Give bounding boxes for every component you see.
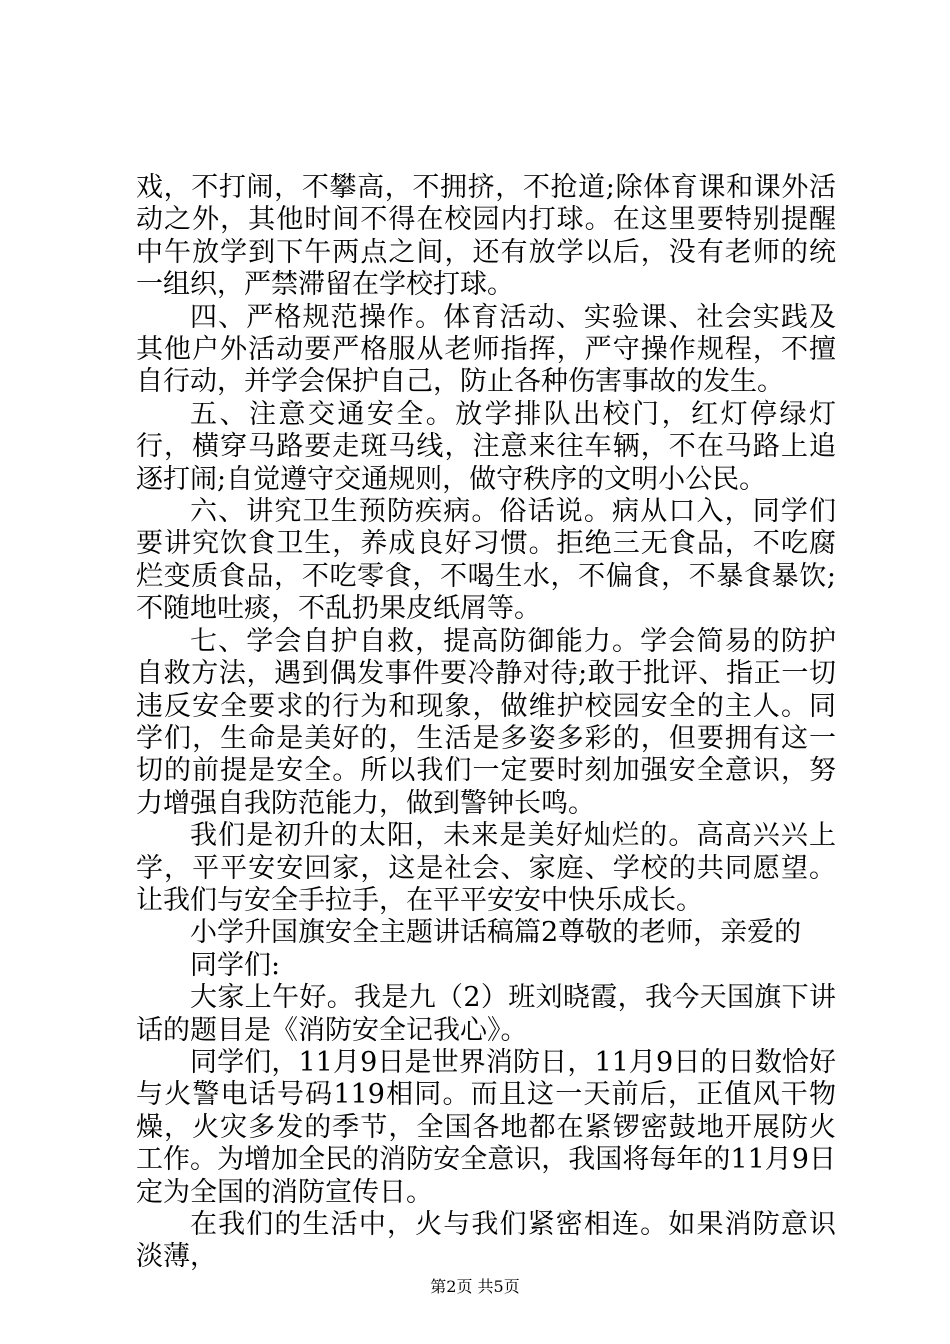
paragraph-item-seven: 七、学会自护自救，提高防御能力。学会简易的防护自救方法，遇到偶发事件要冷静对待;敢于批评、指正一切违反安全要求的行为和现象，做维护校园安全的主人。同学们，生命是美好的，生活是多姿多彩的，但要拥有这一切的前提是安全。所以我们一定要时刻加强安全意识，努力增强自我防范能力，做到警钟长鸣。 — [136, 625, 836, 819]
paragraph-greeting: 大家上午好。我是九（2）班刘晓霞，我今天国旗下讲话的题目是《消防安全记我心》。 — [136, 982, 836, 1046]
paragraph-fire-day: 同学们，11月9日是世界消防日，11月9日的日数恰好与火警电话号码119相同。而且这一天前后，正值风干物燥，火灾多发的季节，全国各地都在紧锣密鼓地开展防火工作。为增加全民的消防安全意识，我国将每年的11月9日定为全国的消防宣传日。 — [136, 1046, 836, 1208]
paragraph-salutation: 同学们: — [190, 949, 281, 981]
paragraph-item-four: 四、严格规范操作。体育活动、实验课、社会实践及其他户外活动要严格服从老师指挥，严守操作规程，不擅自行动，并学会保护自己，防止各种伤害事故的发生。 — [136, 301, 836, 398]
paragraph-item-six: 六、讲究卫生预防疾病。俗话说。病从口入，同学们要讲究饮食卫生，养成良好习惯。拒绝三无食品，不吃腐烂变质食品，不吃零食，不喝生水，不偏食，不暴食暴饮;不随地吐痰，不乱扔果皮纸屑等。 — [136, 496, 836, 625]
document-body — [136, 172, 836, 1274]
paragraph-fire-life: 在我们的生活中，火与我们紧密相连。如果消防意识淡薄， — [136, 1209, 836, 1273]
paragraph-continued: 戏，不打闹，不攀高，不拥挤，不抢道;除体育课和课外活动之外，其他时间不得在校园内打球。在这里要特别提醒中午放学到下午两点之间，还有放学以后，没有老师的统一组织，严禁滞留在学校打球。 — [136, 172, 836, 301]
paragraph-speech-title: 小学升国旗安全主题讲话稿篇2尊敬的老师，亲爱的 — [190, 917, 802, 949]
paragraph-closing: 我们是初升的太阳，未来是美好灿烂的。高高兴兴上学，平平安安回家，这是社会、家庭、学校的共同愿望。让我们与安全手拉手，在平平安安中快乐成长。 — [136, 820, 836, 916]
paragraph-item-five: 五、注意交通安全。放学排队出校门，红灯停绿灯行，横穿马路要走斑马线，注意来往车辆，不在马路上追逐打闹;自觉遵守交通规则，做守秩序的文明小公民。 — [136, 398, 836, 495]
page-footer: 第2页 共5页 — [430, 1277, 520, 1296]
